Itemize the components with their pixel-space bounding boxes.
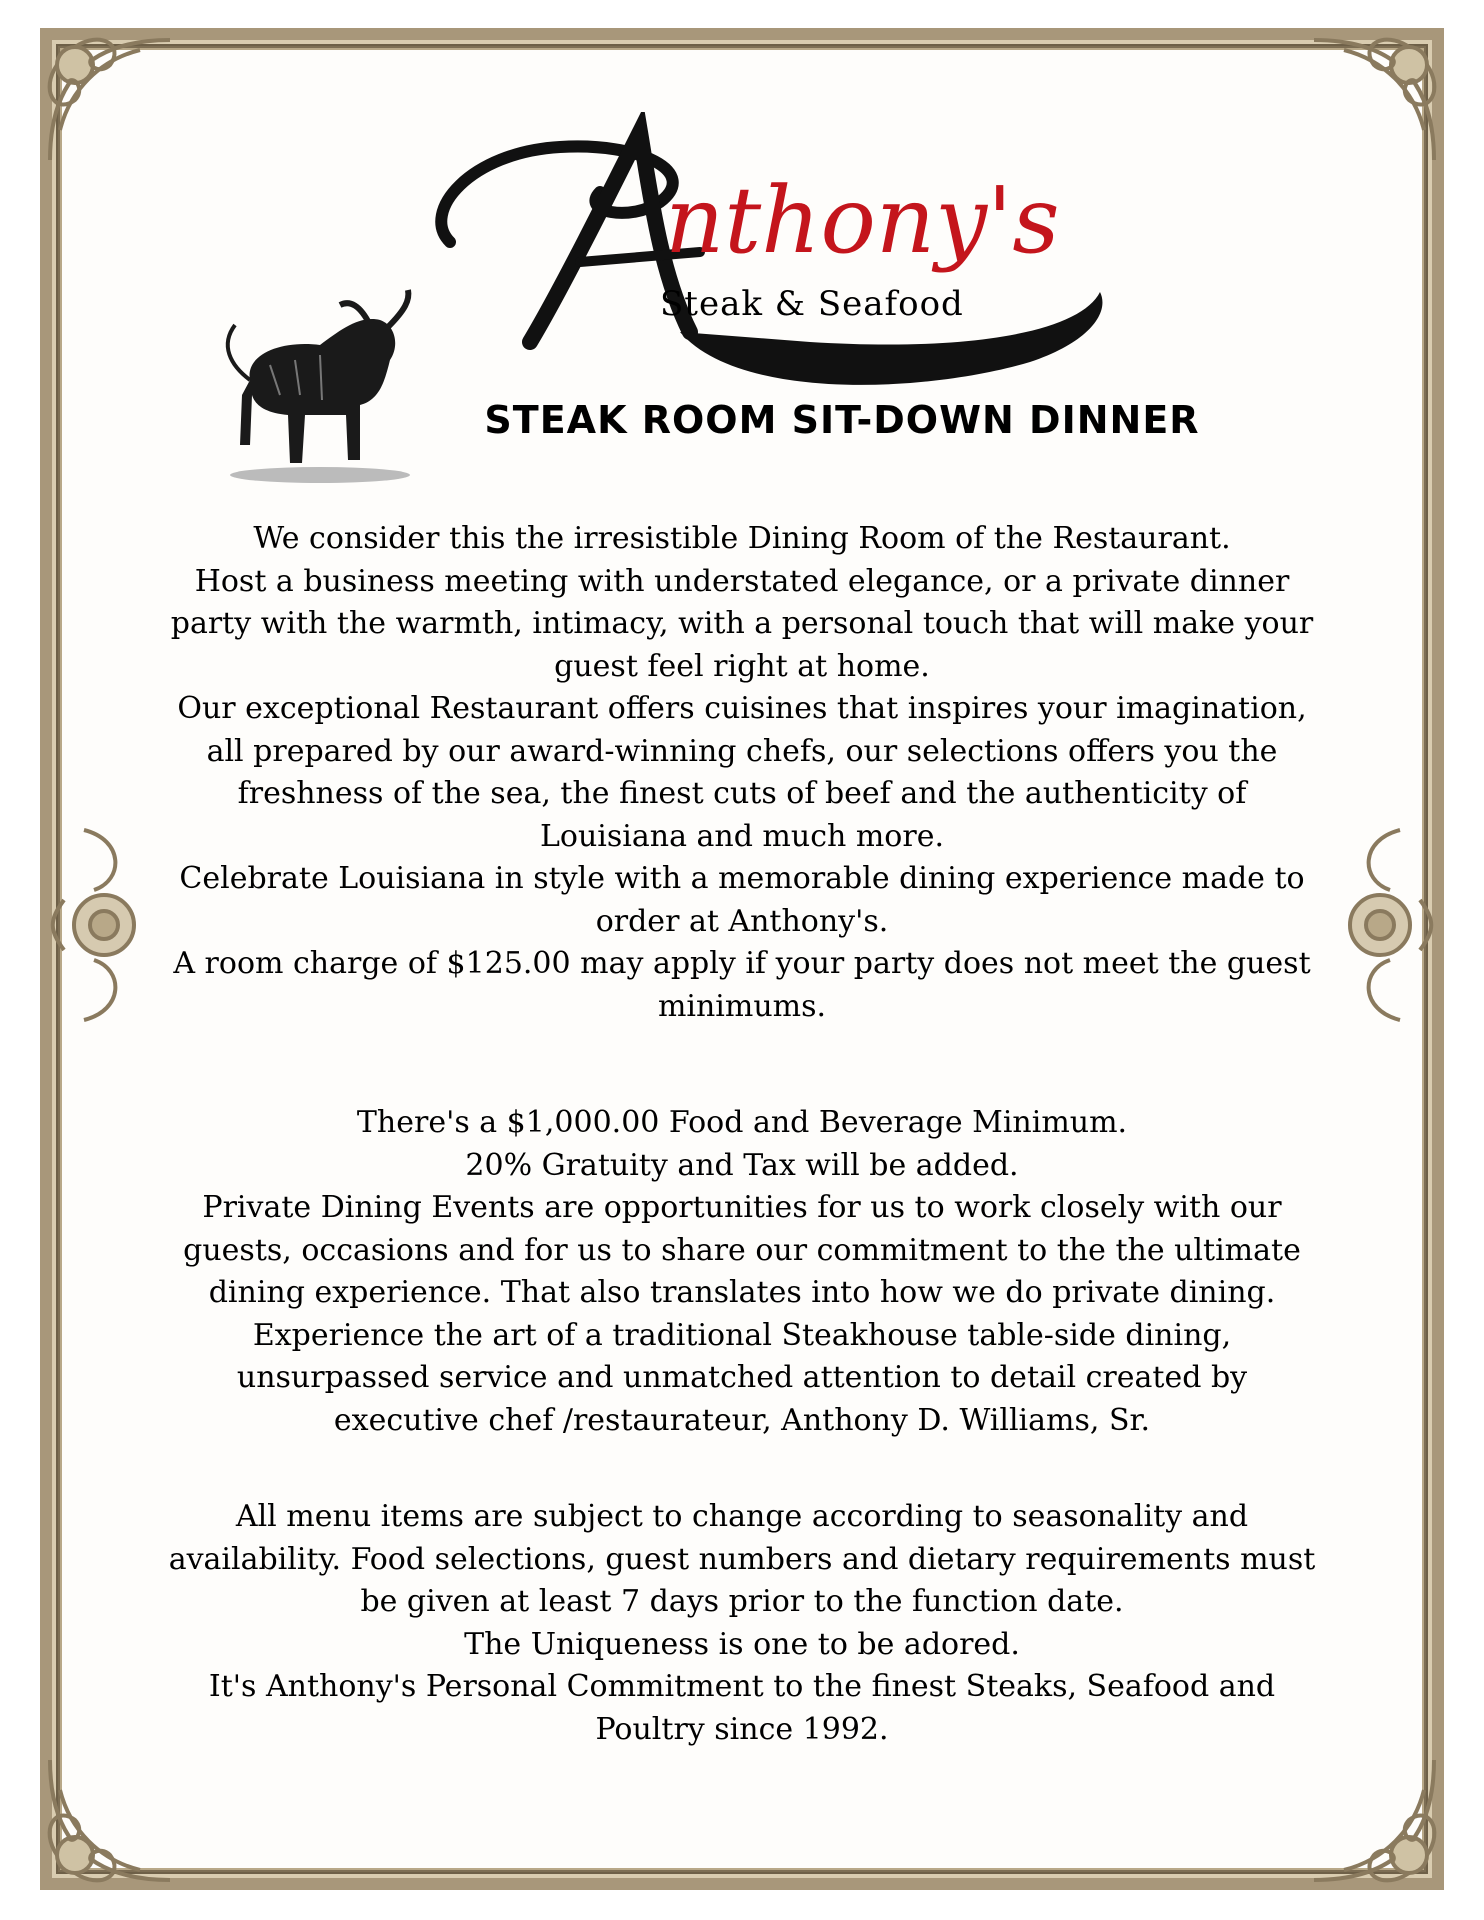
bull-icon bbox=[210, 285, 420, 485]
paragraph: Celebrate Louisiana in style with a memorable dining experience made to order at Anthony's. bbox=[179, 861, 1305, 939]
paragraph: Host a business meeting with understated elegance, or a private dinner party with the warmth, intimacy, with a personal touch that will make your guest feel right at home. bbox=[170, 563, 1314, 684]
paragraph: It's Anthony's Personal Commitment to the finest Steaks, Seafood and Poultry since 1992. bbox=[208, 1669, 1276, 1747]
corner-ornament-icon bbox=[1304, 20, 1454, 170]
minimums-section bbox=[160, 1102, 1324, 1442]
paragraph: There's a $1,000.00 Food and Beverage Minimum. bbox=[356, 1105, 1128, 1140]
paragraph: Our exceptional Restaurant offers cuisines that inspires your imagination, all prepared by our award-winning chefs, our selections offers you the freshness of the sea, the finest cuts of beef and the authenticity of Louisiana and much more. bbox=[177, 691, 1307, 854]
side-ornament-icon bbox=[44, 820, 154, 1030]
paragraph: A room charge of $125.00 may apply if your party does not meet the guest minimums. bbox=[173, 946, 1311, 1024]
policy-section bbox=[160, 1496, 1324, 1751]
paragraph: 20% Gratuity and Tax will be added. bbox=[465, 1147, 1019, 1183]
logo-subtitle: Steak & Seafood bbox=[660, 284, 964, 324]
side-ornament-icon bbox=[1330, 820, 1440, 1030]
logo-swash-icon bbox=[410, 112, 1150, 412]
page-heading-text: STEAK ROOM SIT-DOWN DINNER bbox=[484, 398, 1200, 442]
corner-ornament-icon bbox=[30, 1750, 180, 1900]
page-heading bbox=[0, 398, 1484, 442]
paragraph: We consider this the irresistible Dining Room of the Restaurant. bbox=[253, 521, 1231, 556]
svg-text:nthony's: nthony's bbox=[665, 167, 1060, 274]
paragraph: Private Dining Events are opportunities for us to work closely with our guests, occasions and for us to share our commitment to the the ultimate dining experience. That also translates into how we do private dining. bbox=[183, 1190, 1301, 1310]
paragraph: All menu items are subject to change according to seasonality and availability. Food selections, guest numbers and dietary requirements must be given at least 7 days prior to the function date. bbox=[168, 1499, 1316, 1619]
paragraph: Experience the art of a traditional Steakhouse table-side dining, unsurpassed service and unmatched attention to detail created by executive chef /restaurateur, Anthony D. Williams, Sr. bbox=[236, 1317, 1248, 1438]
paragraph: The Uniqueness is one to be adored. bbox=[464, 1626, 1020, 1662]
corner-ornament-icon bbox=[30, 20, 180, 170]
intro-section bbox=[160, 518, 1324, 1028]
restaurant-logo bbox=[410, 112, 1150, 412]
corner-ornament-icon bbox=[1304, 1750, 1454, 1900]
